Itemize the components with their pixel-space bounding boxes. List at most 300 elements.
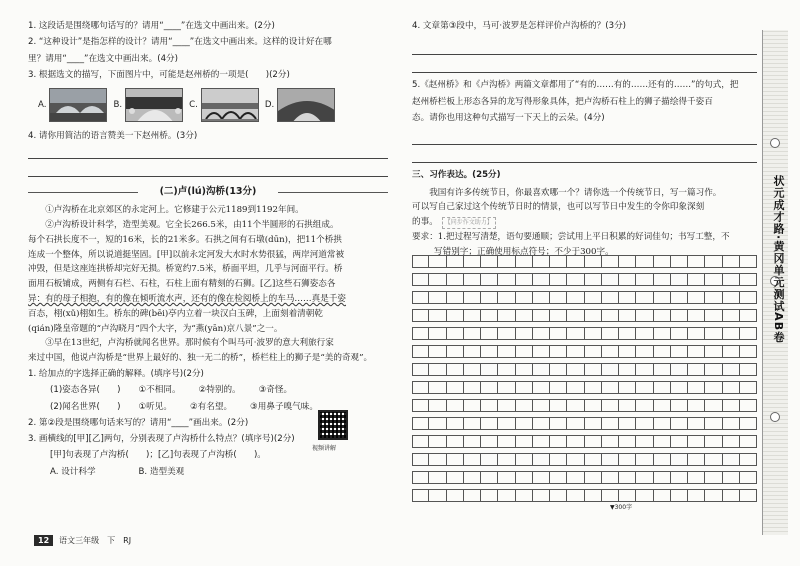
grid-cell[interactable] [567, 399, 584, 412]
grid-cell[interactable] [636, 291, 653, 304]
grid-cell[interactable] [498, 417, 515, 430]
grid-cell[interactable] [723, 399, 740, 412]
grid-cell[interactable] [705, 381, 722, 394]
grid-cell[interactable] [705, 399, 722, 412]
grid-cell[interactable] [447, 255, 464, 268]
grid-cell[interactable] [602, 291, 619, 304]
grid-cell[interactable] [464, 255, 481, 268]
grid-cell[interactable] [567, 363, 584, 376]
grid-cell[interactable] [585, 309, 602, 322]
grid-cell[interactable] [429, 327, 446, 340]
grid-cell[interactable] [619, 471, 636, 484]
grid-cell[interactable] [705, 417, 722, 430]
grid-cell[interactable] [464, 399, 481, 412]
grid-cell[interactable] [481, 273, 498, 286]
grid-cell[interactable] [481, 489, 498, 502]
grid-cell[interactable] [412, 489, 429, 502]
grid-cell[interactable] [671, 255, 688, 268]
answer-line-r5-1[interactable] [412, 133, 757, 145]
grid-cell[interactable] [688, 327, 705, 340]
grid-cell[interactable] [412, 291, 429, 304]
grid-cell[interactable] [412, 363, 429, 376]
grid-cell[interactable] [723, 381, 740, 394]
grid-cell[interactable] [636, 453, 653, 466]
choice-d[interactable] [265, 88, 335, 122]
grid-cell[interactable] [567, 489, 584, 502]
grid-cell[interactable] [654, 327, 671, 340]
grid-cell[interactable] [533, 309, 550, 322]
grid-cell[interactable] [654, 309, 671, 322]
grid-cell[interactable] [447, 291, 464, 304]
grid-cell[interactable] [723, 291, 740, 304]
grid-cell[interactable] [705, 345, 722, 358]
grid-cell[interactable] [723, 309, 740, 322]
grid-cell[interactable] [619, 345, 636, 358]
grid-cell[interactable] [636, 417, 653, 430]
sub-question-3-blanks[interactable]: [甲]句表现了卢沟桥( )；[乙]句表现了卢沟桥( )。 [50, 450, 266, 461]
grid-cell[interactable] [516, 363, 533, 376]
grid-cell[interactable] [740, 255, 757, 268]
grid-cell[interactable] [671, 345, 688, 358]
grid-cell[interactable] [464, 471, 481, 484]
grid-cell[interactable] [533, 435, 550, 448]
grid-cell[interactable] [412, 345, 429, 358]
grid-cell[interactable] [498, 309, 515, 322]
grid-cell[interactable] [447, 309, 464, 322]
grid-cell[interactable] [654, 255, 671, 268]
grid-cell[interactable] [481, 435, 498, 448]
grid-cell[interactable] [533, 345, 550, 358]
grid-row [412, 327, 757, 340]
choice-b[interactable] [113, 88, 183, 122]
grid-cell[interactable] [688, 453, 705, 466]
grid-cell[interactable] [636, 345, 653, 358]
answer-line-q4-2[interactable] [28, 165, 388, 177]
grid-cell[interactable] [567, 291, 584, 304]
grid-cell[interactable] [602, 345, 619, 358]
grid-cell[interactable] [602, 471, 619, 484]
grid-cell[interactable] [654, 435, 671, 448]
grid-cell[interactable] [585, 381, 602, 394]
grid-cell[interactable] [516, 399, 533, 412]
grid-cell[interactable] [654, 417, 671, 430]
grid-cell[interactable] [723, 345, 740, 358]
grid-cell[interactable] [671, 453, 688, 466]
grid-cell[interactable] [447, 417, 464, 430]
grid-cell[interactable] [688, 363, 705, 376]
grid-cell[interactable] [567, 345, 584, 358]
grid-cell[interactable] [585, 435, 602, 448]
grid-cell[interactable] [498, 363, 515, 376]
grid-cell[interactable] [671, 399, 688, 412]
grid-cell[interactable] [585, 489, 602, 502]
grid-cell[interactable] [516, 453, 533, 466]
grid-cell[interactable] [602, 489, 619, 502]
grid-cell[interactable] [550, 471, 567, 484]
sq1-r1-item[interactable]: (1)姿态各异( ) [50, 385, 121, 396]
grid-cell[interactable] [585, 399, 602, 412]
grid-cell[interactable] [585, 327, 602, 340]
grid-cell[interactable] [464, 273, 481, 286]
grid-cell[interactable] [654, 291, 671, 304]
grid-cell[interactable] [705, 255, 722, 268]
grid-cell[interactable] [550, 273, 567, 286]
grid-cell[interactable] [533, 291, 550, 304]
grid-cell[interactable] [671, 291, 688, 304]
grid-cell[interactable] [464, 291, 481, 304]
grid-cell[interactable] [705, 453, 722, 466]
grid-cell[interactable] [481, 471, 498, 484]
grid-cell[interactable] [516, 327, 533, 340]
grid-cell[interactable] [654, 453, 671, 466]
grid-cell[interactable] [429, 345, 446, 358]
grid-cell[interactable] [516, 291, 533, 304]
grid-cell[interactable] [723, 417, 740, 430]
grid-cell[interactable] [688, 309, 705, 322]
grid-cell[interactable] [585, 273, 602, 286]
grid-cell[interactable] [429, 399, 446, 412]
grid-cell[interactable] [602, 453, 619, 466]
grid-cell[interactable] [740, 435, 757, 448]
grid-cell[interactable] [464, 453, 481, 466]
grid-cell[interactable] [464, 345, 481, 358]
grid-cell[interactable] [688, 489, 705, 502]
grid-cell[interactable] [654, 471, 671, 484]
grid-cell[interactable] [533, 273, 550, 286]
grid-cell[interactable] [740, 417, 757, 430]
grid-cell[interactable] [498, 435, 515, 448]
grid-cell[interactable] [705, 327, 722, 340]
grid-cell[interactable] [550, 309, 567, 322]
grid-cell[interactable] [723, 327, 740, 340]
grid-cell[interactable] [602, 273, 619, 286]
grid-cell[interactable] [567, 471, 584, 484]
grid-cell[interactable] [636, 309, 653, 322]
grid-cell[interactable] [705, 435, 722, 448]
grid-cell[interactable] [447, 489, 464, 502]
grid-cell[interactable] [740, 309, 757, 322]
grid-cell[interactable] [619, 453, 636, 466]
grid-cell[interactable] [585, 363, 602, 376]
grid-cell[interactable] [412, 255, 429, 268]
grid-cell[interactable] [671, 435, 688, 448]
grid-cell[interactable] [740, 489, 757, 502]
grid-cell[interactable] [447, 381, 464, 394]
grid-cell[interactable] [412, 309, 429, 322]
grid-cell[interactable] [429, 453, 446, 466]
grid-cell[interactable] [464, 363, 481, 376]
grid-cell[interactable] [636, 363, 653, 376]
grid-cell[interactable] [688, 345, 705, 358]
grid-cell[interactable] [412, 381, 429, 394]
grid-cell[interactable] [412, 399, 429, 412]
grid-cell[interactable] [550, 399, 567, 412]
grid-cell[interactable] [585, 291, 602, 304]
grid-cell[interactable] [516, 381, 533, 394]
grid-cell[interactable] [619, 291, 636, 304]
grid-cell[interactable] [705, 273, 722, 286]
grid-cell[interactable] [740, 453, 757, 466]
grid-cell[interactable] [671, 489, 688, 502]
grid-cell[interactable] [550, 417, 567, 430]
grid-cell[interactable] [688, 273, 705, 286]
qr-code[interactable] [318, 410, 348, 440]
grid-cell[interactable] [429, 255, 446, 268]
grid-cell[interactable] [636, 255, 653, 268]
grid-cell[interactable] [429, 291, 446, 304]
grid-cell[interactable] [498, 345, 515, 358]
grid-cell[interactable] [688, 381, 705, 394]
question-r5-line-1: 5.《赵州桥》和《卢沟桥》两篇文章都用了“有的……有的……还有的……”的句式，把 [412, 80, 739, 91]
grid-cell[interactable] [619, 489, 636, 502]
grid-cell[interactable] [481, 327, 498, 340]
grid-cell[interactable] [516, 255, 533, 268]
grid-cell[interactable] [671, 363, 688, 376]
grid-cell[interactable] [602, 327, 619, 340]
grid-cell[interactable] [447, 435, 464, 448]
grid-cell[interactable] [671, 471, 688, 484]
grid-cell[interactable] [464, 309, 481, 322]
grid-cell[interactable] [688, 255, 705, 268]
grid-cell[interactable] [705, 489, 722, 502]
grid-cell[interactable] [481, 255, 498, 268]
grid-cell[interactable] [464, 435, 481, 448]
grid-cell[interactable] [498, 255, 515, 268]
grid-cell[interactable] [412, 453, 429, 466]
grid-cell[interactable] [533, 327, 550, 340]
grid-cell[interactable] [740, 345, 757, 358]
grid-cell[interactable] [550, 345, 567, 358]
grid-cell[interactable] [550, 255, 567, 268]
grid-cell[interactable] [654, 489, 671, 502]
grid-cell[interactable] [688, 435, 705, 448]
grid-cell[interactable] [567, 273, 584, 286]
grid-cell[interactable] [516, 273, 533, 286]
grid-cell[interactable] [498, 399, 515, 412]
grid-cell[interactable] [723, 363, 740, 376]
grid-cell[interactable] [567, 453, 584, 466]
answer-line-r4-1[interactable] [412, 43, 757, 55]
passage-paragraph-3-line-2: 来过中国，他说卢沟桥是“世界上最好的、独一无二的桥”，桥栏柱上的狮子是“美的奇观”。 [28, 353, 373, 364]
grid-cell[interactable] [636, 327, 653, 340]
grid-cell[interactable] [447, 363, 464, 376]
grid-cell[interactable] [567, 381, 584, 394]
grid-cell[interactable] [464, 327, 481, 340]
grid-cell[interactable] [550, 489, 567, 502]
grid-cell[interactable] [740, 273, 757, 286]
grid-cell[interactable] [498, 489, 515, 502]
grid-cell[interactable] [481, 453, 498, 466]
grid-cell[interactable] [429, 363, 446, 376]
grid-cell[interactable] [567, 435, 584, 448]
grid-cell[interactable] [412, 471, 429, 484]
grid-cell[interactable] [412, 327, 429, 340]
grid-cell[interactable] [412, 273, 429, 286]
grid-cell[interactable] [740, 363, 757, 376]
grid-cell[interactable] [481, 291, 498, 304]
grid-cell[interactable] [447, 273, 464, 286]
answer-line-q4-1[interactable] [28, 147, 388, 159]
sq1-r2-item[interactable]: (2)闻名世界( ) [50, 401, 121, 412]
grid-cell[interactable] [498, 381, 515, 394]
grid-cell[interactable] [619, 399, 636, 412]
grid-cell[interactable] [516, 417, 533, 430]
grid-cell[interactable] [619, 327, 636, 340]
grid-cell[interactable] [429, 309, 446, 322]
grid-cell[interactable] [705, 363, 722, 376]
grid-cell[interactable] [671, 381, 688, 394]
answer-line-r5-2[interactable] [412, 151, 757, 163]
grid-cell[interactable] [498, 453, 515, 466]
grid-cell[interactable] [516, 309, 533, 322]
grid-cell[interactable] [671, 273, 688, 286]
grid-cell[interactable] [481, 309, 498, 322]
grid-cell[interactable] [516, 345, 533, 358]
grid-cell[interactable] [447, 327, 464, 340]
grid-cell[interactable] [516, 489, 533, 502]
grid-cell[interactable] [636, 489, 653, 502]
grid-cell[interactable] [619, 273, 636, 286]
grid-cell[interactable] [567, 255, 584, 268]
grid-cell[interactable] [619, 255, 636, 268]
grid-cell[interactable] [688, 417, 705, 430]
grid-cell[interactable] [723, 435, 740, 448]
grid-cell[interactable] [429, 435, 446, 448]
grid-cell[interactable] [671, 309, 688, 322]
grid-cell[interactable] [464, 489, 481, 502]
grid-cell[interactable] [533, 453, 550, 466]
grid-cell[interactable] [671, 327, 688, 340]
grid-cell[interactable] [602, 363, 619, 376]
grid-cell[interactable] [619, 363, 636, 376]
grid-cell[interactable] [688, 399, 705, 412]
grid-cell[interactable] [619, 417, 636, 430]
grid-cell[interactable] [636, 435, 653, 448]
grid-cell[interactable] [516, 471, 533, 484]
page-footer [34, 535, 131, 546]
grid-cell[interactable] [533, 381, 550, 394]
grid-cell[interactable] [429, 471, 446, 484]
grid-cell[interactable] [636, 381, 653, 394]
grid-cell[interactable] [447, 399, 464, 412]
grid-cell[interactable] [533, 255, 550, 268]
grid-cell[interactable] [636, 471, 653, 484]
grid-cell[interactable] [585, 417, 602, 430]
grid-cell[interactable] [654, 399, 671, 412]
grid-cell[interactable] [447, 345, 464, 358]
choice-c-label: C. [189, 99, 198, 110]
grid-cell[interactable] [567, 417, 584, 430]
grid-cell[interactable] [602, 417, 619, 430]
grid-cell[interactable] [533, 471, 550, 484]
grid-cell[interactable] [723, 489, 740, 502]
grid-cell[interactable] [602, 399, 619, 412]
grid-cell[interactable] [619, 309, 636, 322]
grid-cell[interactable] [429, 489, 446, 502]
grid-cell[interactable] [481, 417, 498, 430]
grid-cell[interactable] [740, 471, 757, 484]
grid-cell[interactable] [498, 291, 515, 304]
grid-cell[interactable] [585, 345, 602, 358]
grid-cell[interactable] [533, 417, 550, 430]
grid-cell[interactable] [481, 381, 498, 394]
grid-cell[interactable] [619, 381, 636, 394]
grid-cell[interactable] [550, 453, 567, 466]
grid-cell[interactable] [412, 417, 429, 430]
choice-c[interactable] [189, 88, 259, 122]
grid-cell[interactable] [619, 435, 636, 448]
grid-cell[interactable] [585, 453, 602, 466]
grid-cell[interactable] [602, 309, 619, 322]
grid-cell[interactable] [464, 381, 481, 394]
grid-cell[interactable] [533, 363, 550, 376]
grid-cell[interactable] [550, 291, 567, 304]
grid-cell[interactable] [688, 291, 705, 304]
grid-cell[interactable] [705, 309, 722, 322]
writing-grid[interactable] [412, 255, 757, 505]
grid-cell[interactable] [671, 417, 688, 430]
grid-cell[interactable] [740, 291, 757, 304]
grid-cell[interactable] [567, 327, 584, 340]
grid-cell[interactable] [481, 399, 498, 412]
grid-cell[interactable] [429, 417, 446, 430]
grid-cell[interactable] [636, 273, 653, 286]
grid-cell[interactable] [723, 471, 740, 484]
grid-cell[interactable] [654, 345, 671, 358]
grid-cell[interactable] [550, 327, 567, 340]
grid-cell[interactable] [585, 471, 602, 484]
grid-cell[interactable] [688, 471, 705, 484]
grid-cell[interactable] [498, 273, 515, 286]
grid-cell[interactable] [654, 381, 671, 394]
grid-cell[interactable] [705, 471, 722, 484]
grid-cell[interactable] [550, 435, 567, 448]
grid-cell[interactable] [447, 471, 464, 484]
grid-cell[interactable] [602, 255, 619, 268]
grid-cell[interactable] [740, 327, 757, 340]
grid-cell[interactable] [740, 381, 757, 394]
grid-cell[interactable] [516, 435, 533, 448]
grid-cell[interactable] [481, 363, 498, 376]
grid-cell[interactable] [723, 255, 740, 268]
grid-cell[interactable] [447, 453, 464, 466]
grid-cell[interactable] [412, 435, 429, 448]
grid-cell[interactable] [723, 273, 740, 286]
grid-cell[interactable] [550, 381, 567, 394]
choice-a[interactable] [38, 88, 107, 122]
grid-cell[interactable] [602, 435, 619, 448]
grid-cell[interactable] [533, 399, 550, 412]
grid-cell[interactable] [429, 273, 446, 286]
grid-cell[interactable] [550, 363, 567, 376]
grid-cell[interactable] [481, 345, 498, 358]
grid-cell[interactable] [636, 399, 653, 412]
grid-cell[interactable] [654, 363, 671, 376]
grid-cell[interactable] [585, 255, 602, 268]
grid-cell[interactable] [723, 453, 740, 466]
answer-line-r4-2[interactable] [412, 61, 757, 73]
grid-cell[interactable] [498, 327, 515, 340]
grid-cell[interactable] [705, 291, 722, 304]
grid-cell[interactable] [740, 399, 757, 412]
grid-cell[interactable] [498, 471, 515, 484]
grid-cell[interactable] [602, 381, 619, 394]
grid-cell[interactable] [654, 273, 671, 286]
grid-cell[interactable] [429, 381, 446, 394]
grid-cell[interactable] [567, 309, 584, 322]
grid-cell[interactable] [533, 489, 550, 502]
grid-cell[interactable] [464, 417, 481, 430]
